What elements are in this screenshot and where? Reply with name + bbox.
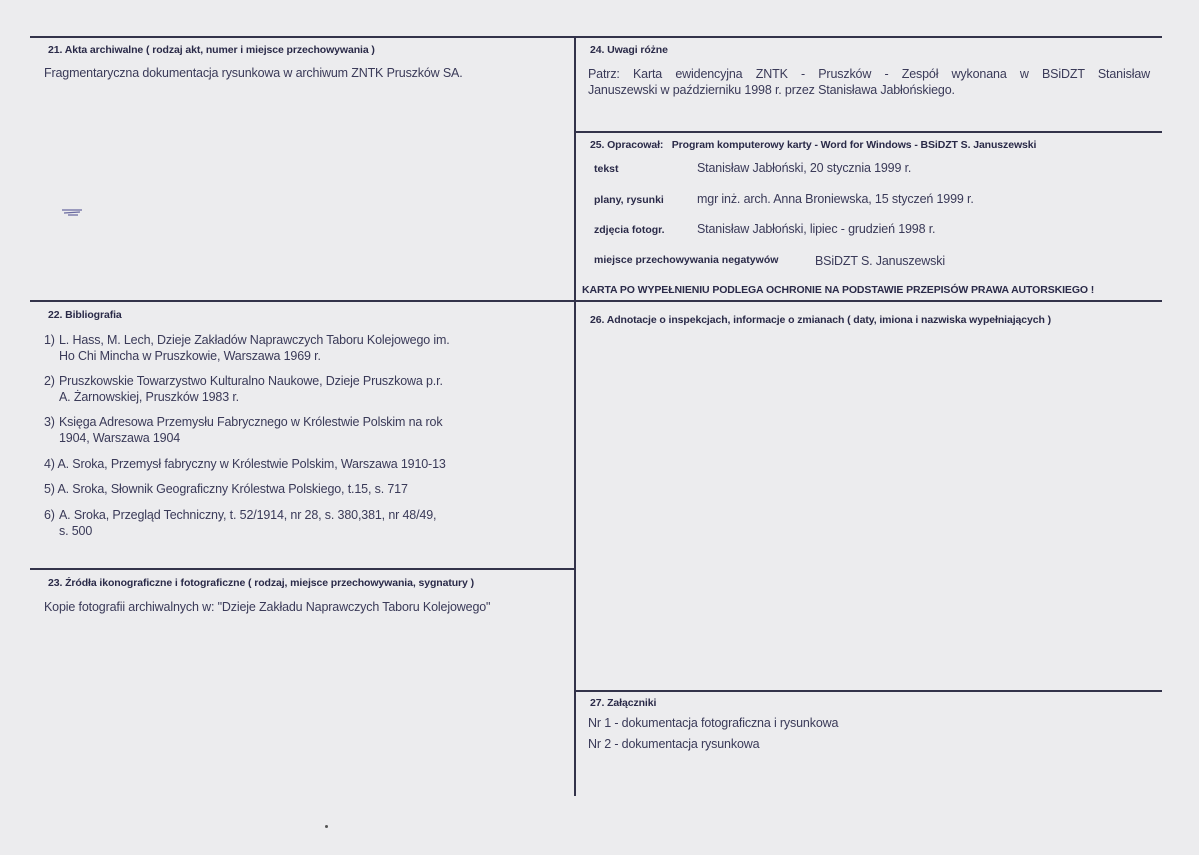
- bibliography-item-4: 4) A. Sroka, Przemysł fabryczny w Królestwie Polskim, Warszawa 1910-13: [44, 457, 446, 471]
- section-24-text: Patrz: Karta ewidencyjna ZNTK - Pruszków - Zespół wykonana w BSiDZT Stanisław Januszewski w październiku 1998 r. przez Stanisława Jabłońskiego.: [588, 67, 1150, 97]
- author-value-text: Stanisław Jabłoński, 20 stycznia 1999 r.: [697, 161, 912, 175]
- section-26-heading: 26. Adnotacje o inspekcjach, informacje o zmianach ( daty, imiona i nazwiska wypełniających ): [590, 314, 1052, 326]
- attachment-item-2: Nr 2 - dokumentacja rysunkowa: [588, 737, 760, 751]
- section-23-text: Kopie fotografii archiwalnych w: "Dzieje Zakładu Naprawczych Taboru Kolejowego": [44, 600, 491, 614]
- section-25-heading: 25. Opracował: Program komputerowy karty - Word for Windows - BSiDZT S. Januszewski: [590, 139, 1037, 151]
- section-24-heading: 24. Uwagi różne: [590, 44, 668, 56]
- author-value-negatives: BSiDZT S. Januszewski: [815, 254, 945, 268]
- section-27-heading: 27. Załączniki: [590, 697, 657, 709]
- bibliography-item-1: 1) L. Hass, M. Lech, Dzieje Zakładów Naprawczych Taboru Kolejowego im. Ho Chi Mincha w Pruszkowie, Warszawa 1969 r.: [44, 333, 450, 363]
- speck: [325, 825, 328, 828]
- bibliography-item-6: 6) A. Sroka, Przegląd Techniczny, t. 52/1914, nr 28, s. 380,381, nr 48/49, s. 500: [44, 508, 437, 538]
- attachment-item-1: Nr 1 - dokumentacja fotograficzna i rysunkowa: [588, 716, 839, 730]
- section-21-heading: 21. Akta archiwalne ( rodzaj akt, numer i miejsce przechowywania ): [48, 44, 375, 56]
- author-label-photos: zdjęcia fotogr.: [594, 224, 665, 236]
- divider-right-26-27: [574, 690, 1162, 692]
- author-label-plans: plany, rysunki: [594, 194, 664, 206]
- section-23-heading: 23. Źródła ikonograficzne i fotograficzne ( rodzaj, miejsce przechowywania, sygnatury ): [48, 577, 474, 589]
- section-22-heading: 22. Bibliografia: [48, 309, 122, 321]
- divider-right-24-25: [574, 131, 1162, 133]
- bibliography-item-3: 3) Księga Adresowa Przemysłu Fabrycznego w Królestwie Polskim na rok 1904, Warszawa 1904: [44, 415, 443, 445]
- author-label-text: tekst: [594, 163, 619, 175]
- bibliography-item-2: 2) Pruszkowskie Towarzystwo Kulturalno Naukowe, Dzieje Pruszkowa p.r. A. Żarnowskiej, Pruszków 1983 r.: [44, 374, 443, 404]
- divider-right-25-26: [574, 300, 1162, 302]
- section-21-text: Fragmentaryczna dokumentacja rysunkowa w archiwum ZNTK Pruszków SA.: [44, 66, 463, 80]
- top-rule: [30, 36, 1162, 38]
- divider-left-22-23: [30, 568, 575, 570]
- divider-left-21-22: [30, 300, 575, 302]
- copyright-notice: KARTA PO WYPEŁNIENIU PODLEGA OCHRONIE NA PODSTAWIE PRZEPISÓW PRAWA AUTORSKIEGO !: [582, 284, 1095, 296]
- author-value-plans: mgr inż. arch. Anna Broniewska, 15 styczeń 1999 r.: [697, 192, 974, 206]
- center-divider: [574, 36, 576, 796]
- author-value-photos: Stanisław Jabłoński, lipiec - grudzień 1998 r.: [697, 222, 936, 236]
- stamp-mark-icon: [60, 207, 84, 217]
- author-label-negatives: miejsce przechowywania negatywów: [594, 254, 779, 266]
- bibliography-item-5: 5) A. Sroka, Słownik Geograficzny Królestwa Polskiego, t.15, s. 717: [44, 482, 408, 496]
